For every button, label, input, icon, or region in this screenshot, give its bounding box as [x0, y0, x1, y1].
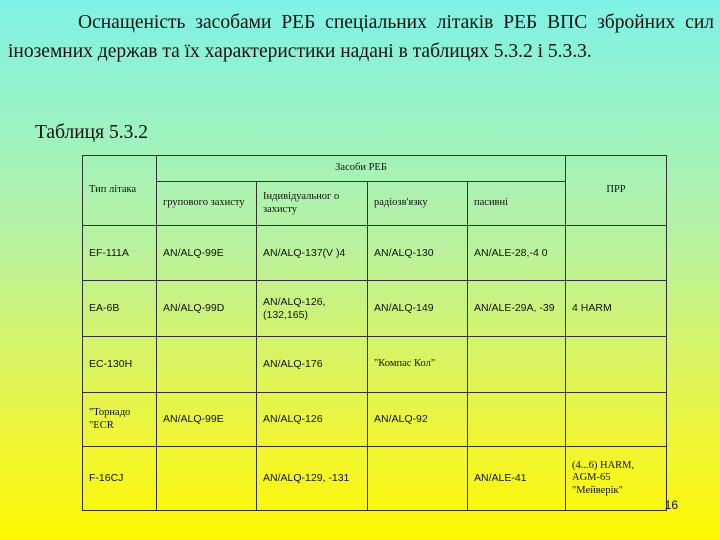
table-cell	[468, 337, 566, 393]
table-cell: AN/ALQ-130	[368, 226, 468, 281]
table-cell: "Компас Кол"	[368, 337, 468, 393]
header-type: Тип літака	[83, 156, 157, 226]
reb-equipment-table	[82, 155, 667, 511]
table-cell: AN/ALE-28,-4 0	[468, 226, 566, 281]
table-cell: AN/ALQ-129, -131	[257, 447, 368, 511]
table-cell: AN/ALQ-149	[368, 281, 468, 337]
table-cell	[566, 337, 667, 393]
table-cell: EC-130H	[83, 337, 157, 393]
header-passive: пасивні	[468, 182, 566, 226]
table-cell: "Торнадо "ECR	[83, 393, 157, 447]
table-cell	[468, 393, 566, 447]
header-group: групового захисту	[157, 182, 257, 226]
table-cell: AN/ALQ-99E	[157, 226, 257, 281]
table-cell	[566, 226, 667, 281]
header-radio: радіозв'язку	[368, 182, 468, 226]
table-cell	[368, 447, 468, 511]
table-row	[83, 226, 667, 281]
header-reb: Засоби РЕБ	[157, 156, 566, 182]
page-number: 16	[664, 498, 678, 512]
table-cell: (4...6) HARM, AGM-65 "Мейверік"	[566, 447, 667, 511]
table-cell	[566, 393, 667, 447]
table-cell: AN/ALQ-126	[257, 393, 368, 447]
table-cell: AN/ALQ-92	[368, 393, 468, 447]
table-cell: 4 HARM	[566, 281, 667, 337]
table-cell: AN/ALQ-126, (132,165)	[257, 281, 368, 337]
table-row	[83, 337, 667, 393]
table-row	[83, 281, 667, 337]
table-cell: AN/ALE-29A, -39	[468, 281, 566, 337]
table-cell: AN/ALQ-99D	[157, 281, 257, 337]
table-cell: AN/ALQ-137(V )4	[257, 226, 368, 281]
header-individual: Індивідуальног о захисту	[257, 182, 368, 226]
table-caption: Таблиця 5.3.2	[35, 122, 148, 143]
table-cell: AN/ALE-41	[468, 447, 566, 511]
table-row	[83, 393, 667, 447]
table-cell: EF-111A	[83, 226, 157, 281]
table-cell: AN/ALQ-176	[257, 337, 368, 393]
table-cell: F-16CJ	[83, 447, 157, 511]
table-cell	[157, 447, 257, 511]
table-row	[83, 447, 667, 511]
table-cell: EA-6B	[83, 281, 157, 337]
table-cell	[157, 337, 257, 393]
table-cell: AN/ALQ-99E	[157, 393, 257, 447]
header-prr: ПРР	[566, 156, 667, 226]
intro-paragraph: Оснащеність засобами РЕБ спеціальних літаків РЕБ ВПС збройних сил іноземних держав та їх характеристики надані в таблицях 5.3.2 і 5.3.3.	[8, 12, 714, 62]
